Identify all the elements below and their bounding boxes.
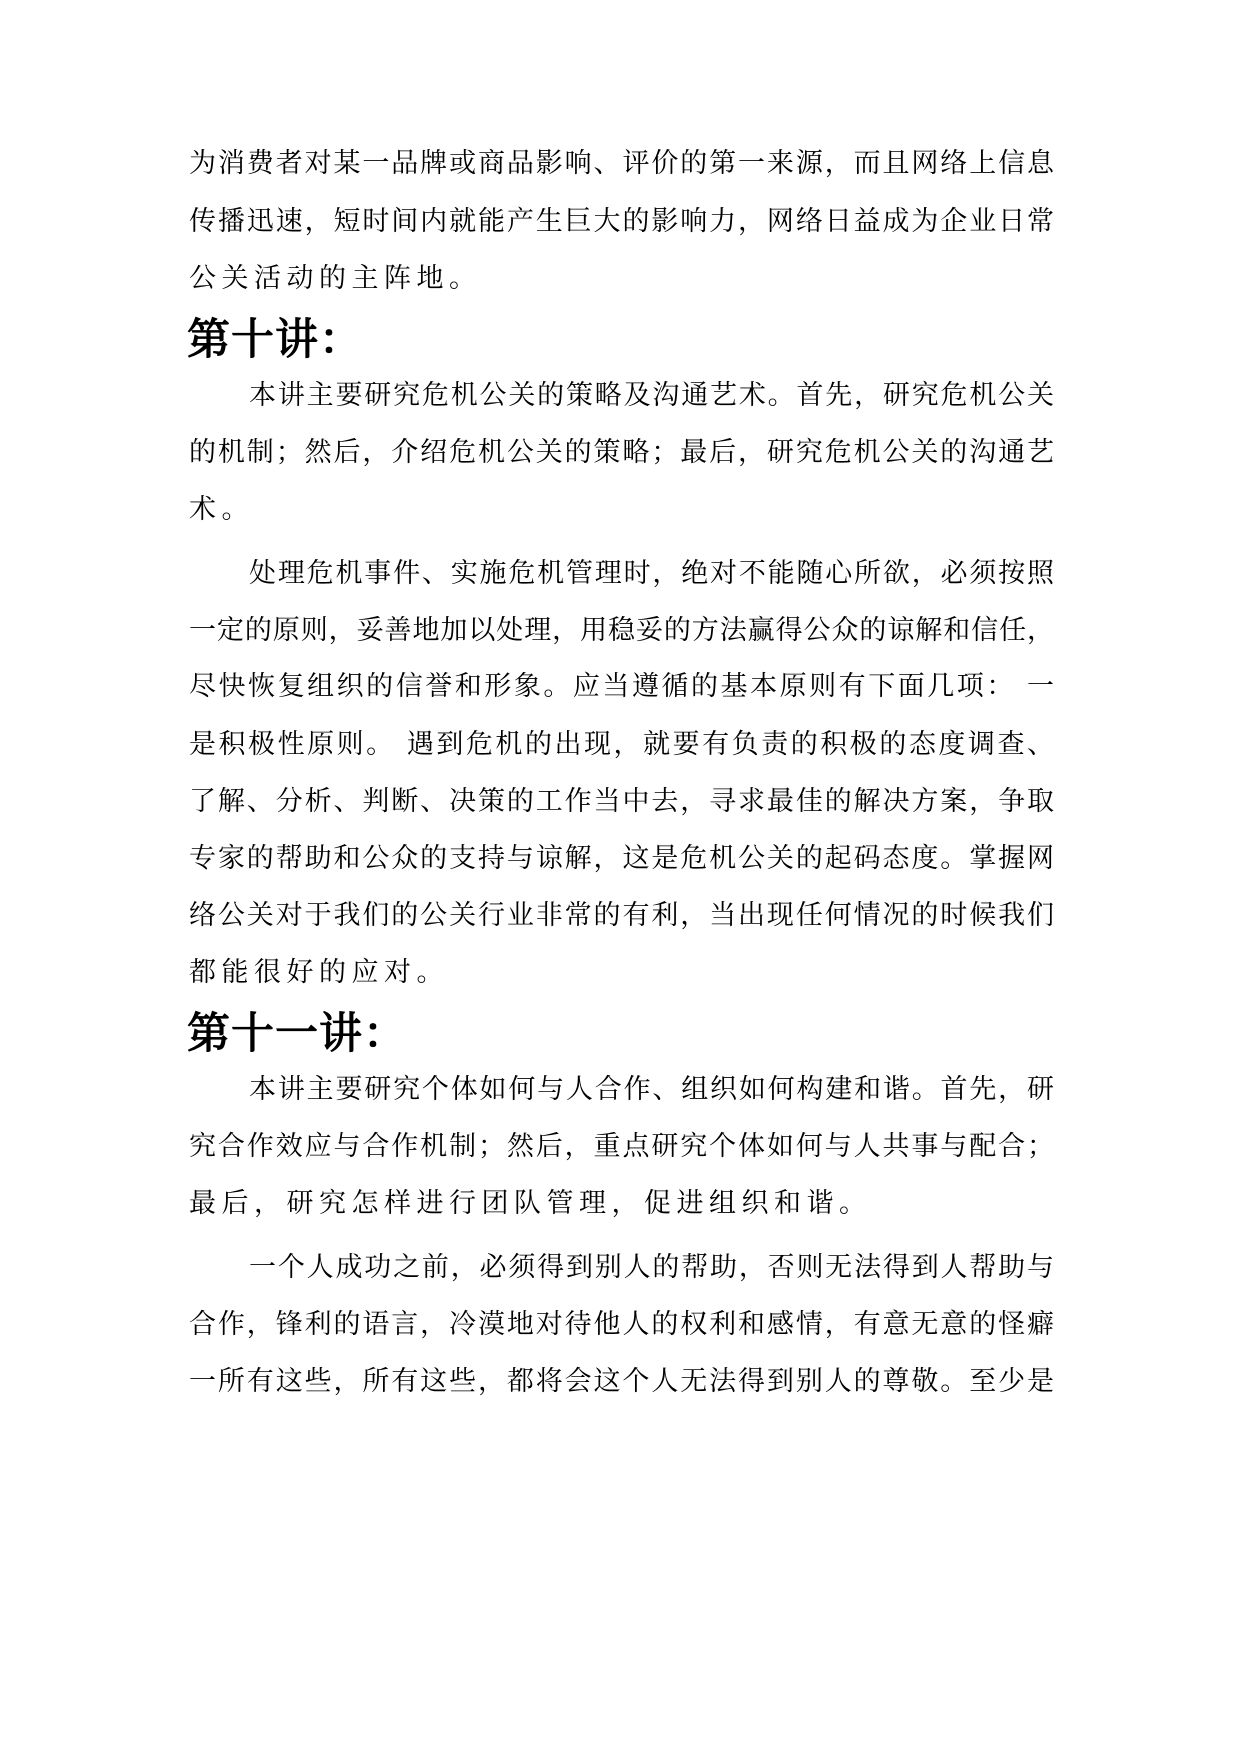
intro-line-3: 公关活动的主阵地。 [189, 263, 482, 294]
section-11-para2-line-1: 一个人成功之前，必须得到别人的帮助，否则无法得到人帮助与 [249, 1252, 1054, 1283]
section-10-para2-line-3: 尽快恢复组织的信誉和形象。应当遵循的基本原则有下面几项： 一 [189, 671, 1054, 702]
section-11-heading: 第十一讲： [187, 1009, 407, 1059]
section-10-para2-line-1: 处理危机事件、实施危机管理时，绝对不能随心所欲，必须按照 [249, 558, 1054, 589]
section-10-para2-line-8: 都能很好的应对。 [189, 957, 449, 988]
section-10-para2-line-6: 专家的帮助和公众的支持与谅解，这是危机公关的起码态度。掌握网 [189, 843, 1054, 874]
section-11-para1-line-1: 本讲主要研究个体如何与人合作、组织如何构建和谐。首先，研 [249, 1074, 1054, 1105]
section-10-para2-line-2: 一定的原则，妥善地加以处理，用稳妥的方法赢得公众的谅解和信任， [189, 615, 1054, 646]
section-10-para2-line-7: 络公关对于我们的公关行业非常的有利，当出现任何情况的时候我们 [189, 900, 1054, 931]
section-11-para2-line-3: 一所有这些，所有这些，都将会这个人无法得到别人的尊敬。至少是 [189, 1366, 1054, 1397]
intro-line-2: 传播迅速，短时间内就能产生巨大的影响力，网络日益成为企业日常 [189, 206, 1054, 237]
section-11-para2-line-2: 合作，锋利的语言，冷漠地对待他人的权利和感情，有意无意的怪癖 [189, 1309, 1054, 1340]
section-11-para1-line-3: 最后，研究怎样进行团队管理，促进组织和谐。 [189, 1188, 872, 1219]
section-10-para1-line-1: 本讲主要研究危机公关的策略及沟通艺术。首先，研究危机公关 [249, 380, 1054, 411]
section-10-para1-line-2: 的机制；然后，介绍危机公关的策略；最后，研究危机公关的沟通艺 [189, 437, 1054, 468]
intro-line-1: 为消费者对某一品牌或商品影响、评价的第一来源，而且网络上信息 [189, 148, 1054, 179]
section-10-para1-line-3: 术。 [189, 494, 254, 525]
section-10-heading: 第十讲： [187, 315, 363, 365]
section-10-para2-line-4: 是积极性原则。 遇到危机的出现，就要有负责的积极的态度调查、 [189, 729, 1054, 760]
section-10-para2-line-5: 了解、分析、判断、决策的工作当中去，寻求最佳的解决方案，争取 [189, 786, 1054, 817]
section-11-para1-line-2: 究合作效应与合作机制；然后，重点研究个体如何与人共事与配合； [189, 1131, 1054, 1162]
